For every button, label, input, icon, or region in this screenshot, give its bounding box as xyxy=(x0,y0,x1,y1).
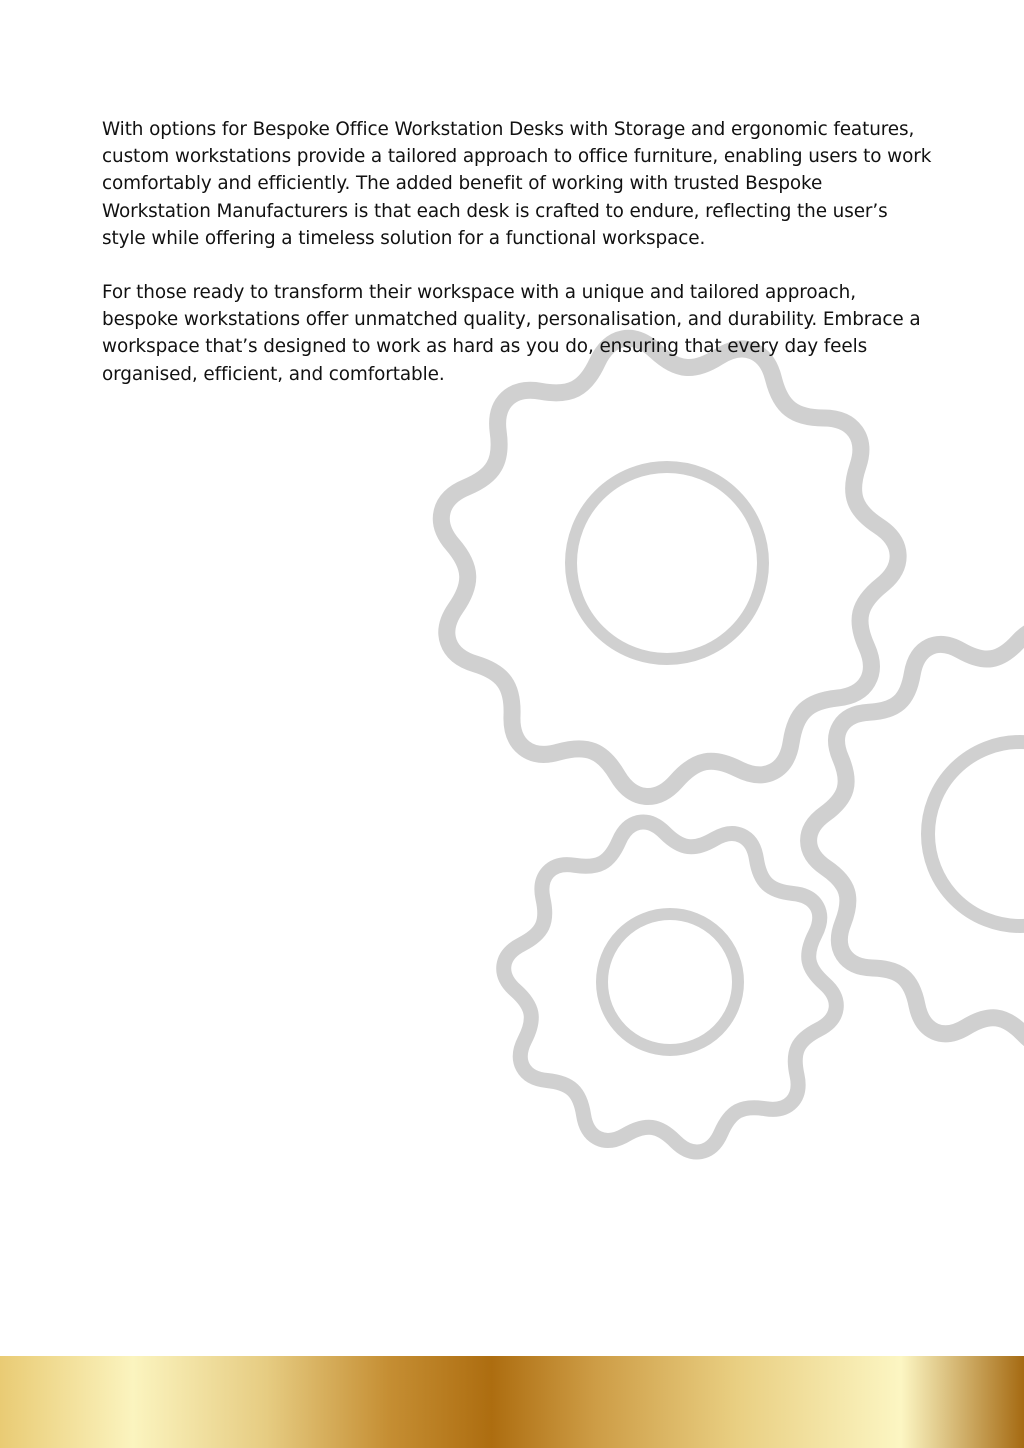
small-gear-hub xyxy=(602,914,738,1050)
body-text xyxy=(102,116,932,388)
large-gear-hub xyxy=(571,467,763,659)
gold-footer-band xyxy=(0,1356,1024,1448)
paragraph: For those ready to transform their workspace with a unique and tailored approach, bespoke workstations offer unmatched quality, personalisation, and durability. Embrace a workspace that’s designed to work as hard as you do, ensuring that every day feels organised, efficient, and comfortable. xyxy=(102,282,921,385)
paragraph: With options for Bespoke Office Workstation Desks with Storage and ergonomic features, custom workstations provide a tailored approach to office furniture, enabling users to work comfortably and efficiently. The added benefit of working with trusted Bespoke Workstation Manufacturers is that each desk is crafted to endure, reflecting the user’s style while offering a timeless solution for a functional workspace. xyxy=(102,119,932,249)
small-gear-outline xyxy=(504,822,837,1152)
large-gear-outline xyxy=(441,338,898,796)
right-gear-hub xyxy=(928,742,1024,926)
